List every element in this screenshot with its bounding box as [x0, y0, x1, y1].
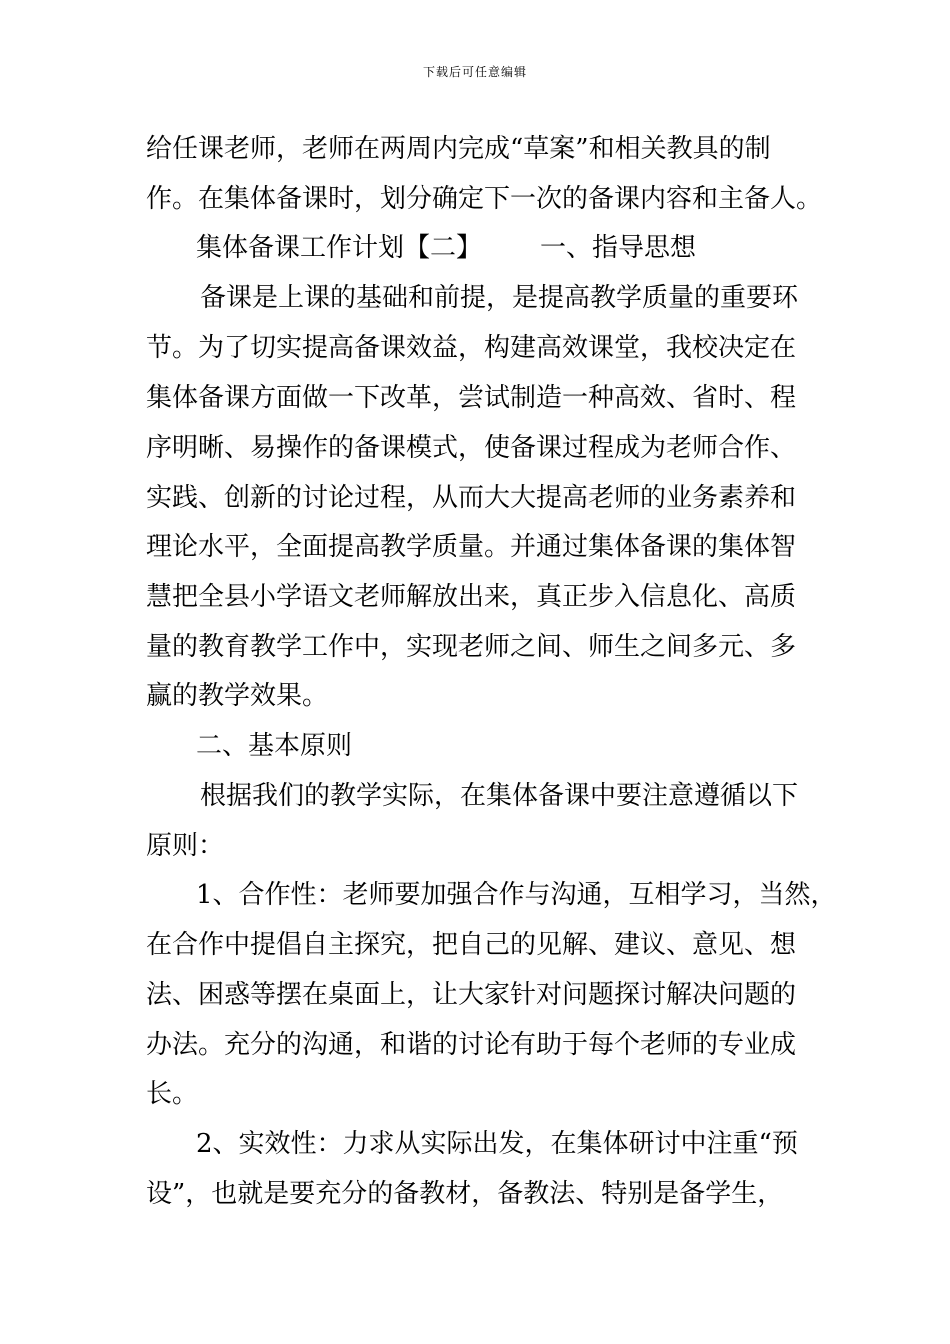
body-line: 理论水平，全面提高教学质量。并通过集体备课的集体智	[146, 532, 797, 562]
body-line: 在合作中提倡自主探究，把自己的见解、建议、意见、想	[146, 930, 797, 960]
body-line: 办法。充分的沟通，和谐的讨论有助于每个老师的专业成	[146, 1030, 797, 1060]
section-heading: 一、指导思想	[540, 233, 697, 263]
body-line: 量的教育教学工作中，实现老师之间、师生之间多元、多	[146, 632, 797, 662]
body-line: 序明晰、易操作的备课模式，使备课过程成为老师合作、	[146, 433, 797, 463]
list-item-start-line: 1、合作性：老师要加强合作与沟通，互相学习，当然，	[196, 880, 837, 910]
body-line: 给任课老师，老师在两周内完成“草案”和相关教具的制	[146, 134, 771, 164]
body-line: 慧把全县小学语文老师解放出来，真正步入信息化、高质	[146, 582, 797, 612]
body-line: 节。为了切实提高备课效益，构建高效课堂，我校决定在	[146, 333, 797, 363]
body-line: 原则：	[146, 831, 225, 861]
section-heading: 二、基本原则	[196, 731, 353, 761]
body-line: 设”，也就是要充分的备教材，备教法、特别是备学生，	[146, 1179, 784, 1209]
body-line: 作。在集体备课时，划分确定下一次的备课内容和主备人。	[146, 184, 823, 214]
section-heading-line	[196, 231, 696, 265]
paragraph-start-line: 备课是上课的基础和前提，是提高教学质量的重要环	[200, 283, 799, 313]
plan-title: 集体备课工作计划【二】	[196, 233, 483, 263]
body-line: 集体备课方面做一下改革，尝试制造一种高效、省时、程	[146, 383, 797, 413]
paragraph-start-line: 根据我们的教学实际，在集体备课中要注意遵循以下	[200, 781, 799, 811]
page-header: 下载后可任意编辑	[422, 65, 527, 79]
list-item-start-line: 2、实效性：力求从实际出发，在集体研讨中注重“预	[196, 1129, 798, 1159]
body-line: 实践、创新的讨论过程，从而大大提高老师的业务素养和	[146, 483, 797, 513]
body-line: 长。	[146, 1079, 199, 1109]
body-line: 法、困惑等摆在桌面上，让大家针对问题探讨解决问题的	[146, 980, 797, 1010]
body-line: 赢的教学效果。	[146, 681, 329, 711]
